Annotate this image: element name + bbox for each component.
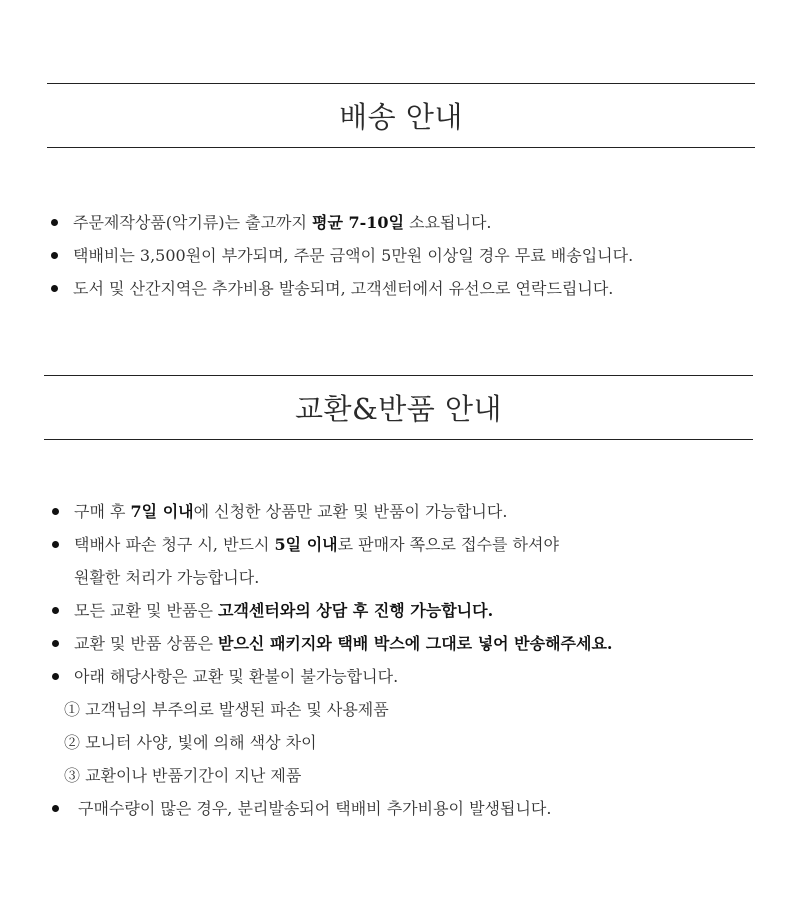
shipping-info-list [51,206,633,305]
sub-list-item: ① 고객님의 부주의로 발생된 파손 및 사용제품 [64,700,389,719]
returns-title: 교환&반품 안내 [294,392,503,426]
list-item: 모든 교환 및 반품은 고객센터와의 상담 후 진행 가능합니다. [52,594,612,627]
returns-title-box [44,375,753,440]
list-item: 구매수량이 많은 경우, 분리발송되어 택배비 추가비용이 발생됩니다. [52,792,612,825]
list-item: 주문제작상품(악기류)는 출고까지 평균 7-10일 소요됩니다. [51,206,633,239]
shipping-title-box [47,83,755,148]
list-item: 교환 및 반품 상품은 받으신 패키지와 택배 박스에 그대로 넣어 반송해주세요. [52,627,612,660]
list-item: 택배비는 3,500원이 부가되며, 주문 금액이 5만원 이상일 경우 무료 배송입니다. [51,239,633,272]
list-item-continuation: 원활한 처리가 가능합니다. [74,568,260,587]
shipping-title: 배송 안내 [339,100,463,134]
returns-section [44,375,753,818]
list-item: 구매 후 7일 이내에 신청한 상품만 교환 및 반품이 가능합니다. [52,495,612,528]
list-item: 택배사 파손 청구 시, 반드시 5일 이내로 판매자 쪽으로 접수를 하셔야 [52,528,612,561]
list-item: 도서 및 산간지역은 추가비용 발송되며, 고객센터에서 유선으로 연락드립니다. [51,272,633,305]
returns-info-list [52,495,612,825]
sub-list-item: ③ 교환이나 반품기간이 지난 제품 [64,766,302,785]
list-item: 아래 해당사항은 교환 및 환불이 불가능합니다. [52,660,612,693]
sub-list-item: ② 모니터 사양, 빛에 의해 색상 차이 [64,733,317,752]
shipping-section [47,83,755,298]
